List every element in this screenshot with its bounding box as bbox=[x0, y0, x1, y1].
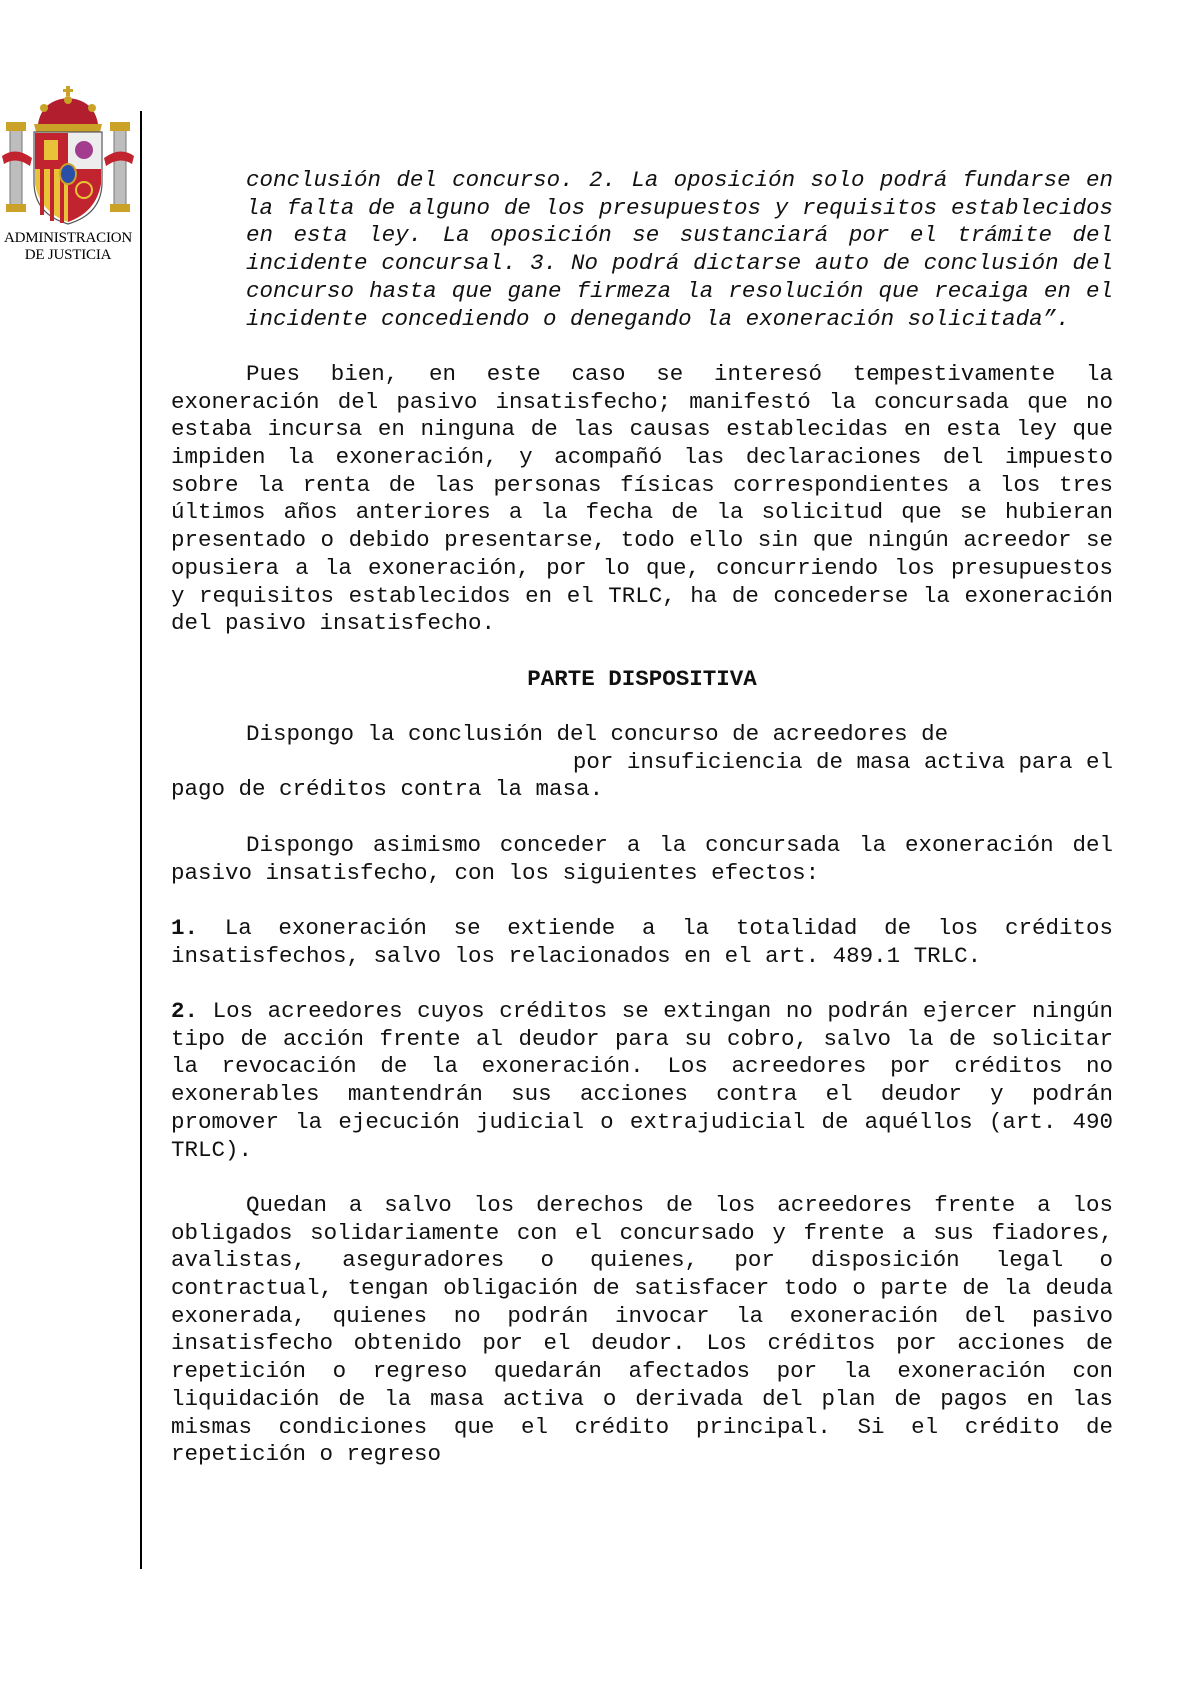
dispongo-line-1: Dispongo la conclusión del concurso de acreedores de bbox=[246, 721, 949, 748]
spacer bbox=[171, 693, 1113, 721]
dispongo-line-2: por insuficiencia de masa activa para el bbox=[572, 748, 1113, 775]
spanish-coat-of-arms-icon bbox=[0, 86, 136, 232]
spacer bbox=[171, 970, 1113, 998]
spacer bbox=[171, 638, 1113, 666]
paragraph-dispongo-exoneracion: Dispongo asimismo conceder a la concursada la exoneración del pasivo insatisfecho, con los siguientes efectos: bbox=[171, 831, 1113, 886]
list-item-2-number: 2. bbox=[171, 998, 199, 1024]
list-item-2 bbox=[171, 998, 1113, 1164]
logo-caption bbox=[0, 230, 136, 264]
logo-line-2: DE JUSTICIA bbox=[24, 247, 112, 263]
paragraph-quedan-a-salvo: Quedan a salvo los derechos de los acreedores frente a los obligados solidariamente con el concursado y frente a sus fiadores, avalistas, aseguradores o quienes, por disposición legal o contractual, tengan obligación de satisfacer todo o parte de la deuda exonerada, quienes no podrán invocar la exoneración del pasivo insatisfecho obtenido por el deudor. Los créditos por acciones de repetición o regreso quedarán afectados por la exoneración con liquidación de la masa activa o derivada del plan de pagos en las mismas condiciones que el crédito principal. Si el crédito de repetición o regreso bbox=[171, 1191, 1113, 1468]
coat-of-arms-logo bbox=[0, 86, 134, 266]
list-item-1 bbox=[171, 915, 1113, 970]
document-body bbox=[171, 167, 1113, 1469]
paragraph-dispongo-conclusion bbox=[171, 721, 1113, 804]
list-item-2-text: Los acreedores cuyos créditos se extingan no podrán ejercer ningún tipo de acción frente al deudor para su cobro, salvo la de solicitar la revocación de la exoneración. Los acreedores por créditos no exonerables mantendrán sus acciones contra el deudor y podrán promover la ejecución judicial o extrajudicial de aquéllos (art. 490 TRLC). bbox=[171, 998, 1113, 1163]
spacer bbox=[171, 1164, 1113, 1192]
spacer bbox=[171, 887, 1113, 915]
spacer bbox=[171, 804, 1113, 832]
list-item-1-number: 1. bbox=[171, 914, 199, 941]
section-heading: PARTE DISPOSITIVA bbox=[527, 665, 757, 692]
margin-rule bbox=[140, 111, 142, 1569]
dispongo-line-3: pago de créditos contra la masa. bbox=[171, 776, 604, 803]
logo-line-1: ADMINISTRACION bbox=[3, 230, 133, 246]
list-item-1-text: La exoneración se extiende a la totalidad de los créditos insatisfechos, salvo los relacionados en el art. 489.1 TRLC. bbox=[171, 914, 1113, 969]
quoted-legal-text: conclusión del concurso. 2. La oposición solo podrá fundarse en la falta de alguno de los presupuestos y requisitos establecidos en esta ley. La oposición se sustanciará por el trámite del incidente concursal. 3. No podrá dictarse auto de conclusión del concurso hasta que gane firmeza la resolución que recaiga en el incidente concediendo o denegando la exoneración solicitada”. bbox=[246, 167, 1113, 332]
paragraph-pues-bien: Pues bien, en este caso se interesó tempestivamente la exoneración del pasivo insatisfecho; manifestó la concursada que no estaba incursa en ninguna de las causas establecidas en esta ley que impiden la exoneración, y acompañó las declaraciones del impuesto sobre la renta de las personas físicas correspondientes a los tres últimos años anteriores a la fecha de la solicitud que se hubieran presentado o debido presentarse, todo ello sin que ningún acreedor se opusiera a la exoneración, por lo que, concurriendo los presupuestos y requisitos establecidos en el TRLC, ha de concederse la exoneración del pasivo insatisfecho. bbox=[171, 360, 1113, 637]
spacer bbox=[171, 333, 1113, 361]
